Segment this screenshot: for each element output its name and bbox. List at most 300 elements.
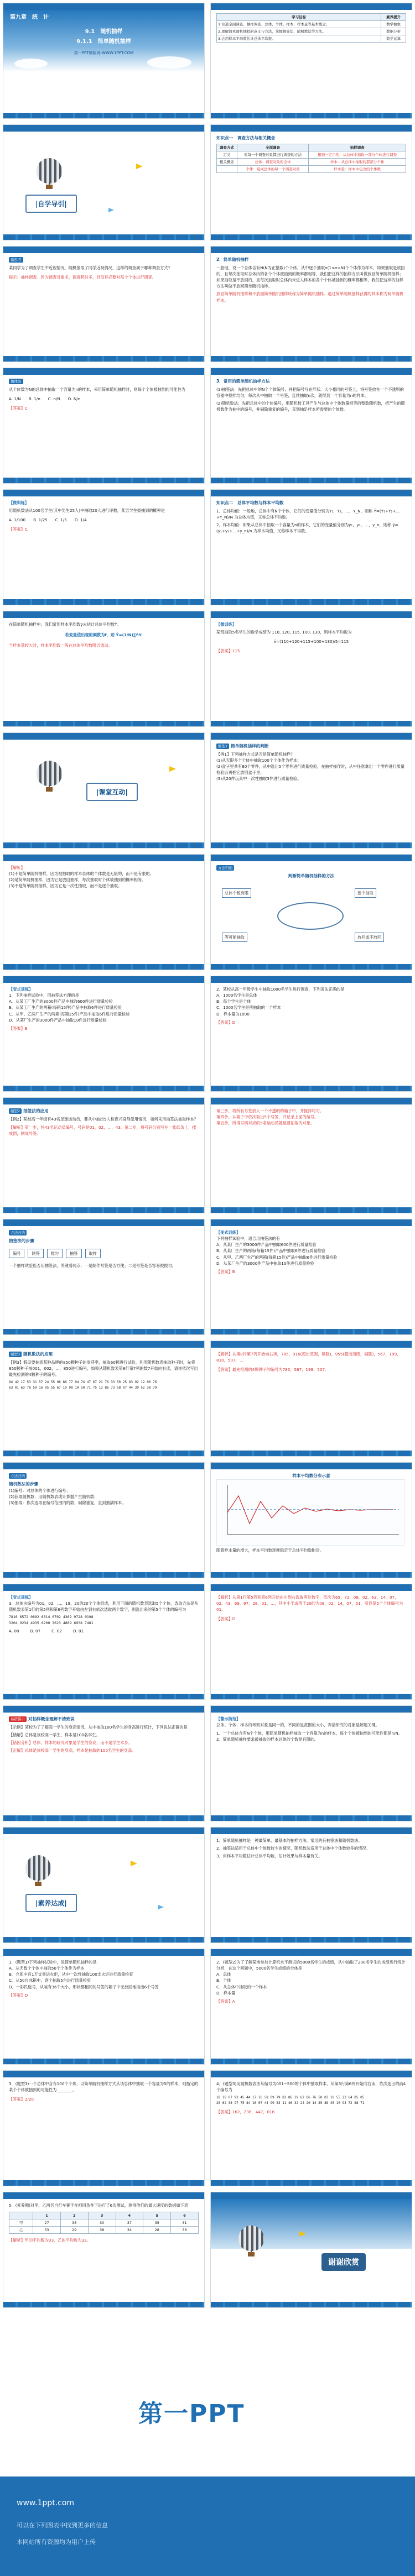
slide-body (9, 500, 199, 597)
list-item: (3)从20件玩具中一次性抽取3件进行质量检验。 (216, 776, 302, 782)
table-cell: 37 (116, 2219, 143, 2227)
slide-variant4 (3, 1584, 205, 1700)
slide-bottom-bar (211, 1694, 412, 1699)
slide-top-bar (3, 2071, 204, 2077)
slide-srs-def (210, 246, 412, 362)
slide-top-bar (3, 611, 204, 618)
slide-exercise5 (3, 2192, 205, 2308)
cover-section-title: 9.1 随机抽样 (85, 29, 123, 35)
slide-objectives (210, 3, 412, 119)
answer-text: 【答案】最先检测的4颗种子的编号为785，567，199，507。 (216, 1367, 329, 1373)
answer-line: (2)是简单随机抽样，因为它是放回抽样，每次抽取时个体被抽到的概率相等。 (9, 877, 146, 883)
slide-classroom (3, 732, 205, 849)
slide-top-bar (211, 368, 412, 375)
slide-top-bar (3, 368, 204, 375)
formula-text: 若变量值出现的频数为f，则 Ȳ=(1/N)∑fᵢYᵢ (65, 632, 143, 638)
slide-body (9, 1594, 199, 1692)
answer-text: 【答案】C (9, 527, 28, 532)
slide-methods (210, 368, 412, 484)
objective-side: 数学抽象 (381, 21, 406, 28)
concepts-cell: 个体：组成总体的每一个调查对象 (237, 165, 308, 172)
section-title-classroom: |课堂互动| (86, 783, 138, 801)
objective-item: 2.理解简单随机抽样的意义与方法，掌握抽签法、随机数法等方法。 (217, 28, 381, 35)
random-table (9, 1614, 199, 1625)
random-row: 3204 9234 4935 8200 3623 4869 6938 7481 (9, 1620, 94, 1625)
speed-table (9, 2212, 199, 2234)
slide-top-bar (3, 247, 204, 253)
slide-bottom-bar (211, 1815, 412, 1821)
list-item: 2．简单随机抽样要求被抽取的样本总体的个数是有限的。 (216, 1737, 319, 1742)
option-item: B．从某工厂生产的两箱(每箱15件)产品中抽取6件进行质量检验 (9, 1005, 122, 1010)
type-title: 抽签法的应用 (23, 1108, 49, 1113)
slide-body (216, 13, 406, 111)
slide-thanks (210, 2192, 412, 2308)
table-cell: 36 (171, 2227, 199, 2234)
slide-exercise3 (3, 2070, 205, 2186)
footer-line: 可以在下列图表中找到更多的信息 (17, 2522, 108, 2529)
slide-top-bar (3, 1463, 204, 1469)
slide-body (216, 1716, 406, 1813)
answer-line: 第三步，将所有号签放入一个不透明的箱子中，并搅拌均匀。 (216, 1108, 324, 1113)
calc-text: x̄=(110+120+115+100+130)/5=115 (273, 639, 349, 645)
slide-top-bar (3, 976, 204, 983)
slide-top-bar (3, 1706, 204, 1713)
step-box: 取样 (85, 1249, 101, 1258)
slide-variant4-answer (210, 1584, 412, 1700)
slide-type3 (3, 1341, 205, 1457)
table-header-cell: 1 (33, 2212, 61, 2219)
slide-exercise1 (3, 1949, 205, 2065)
concepts-cell: 调查方式 (217, 144, 237, 151)
wrong-text: 【错解】总体是该校高一学生，样本是100名学生。 (9, 1732, 100, 1737)
answer-text: 【答案】C (9, 406, 28, 411)
balloon-icon (37, 761, 62, 792)
option-item: C．从甲、乙两厂生产的两箱(每箱15件)产品中抽取6件进行质量检验 (9, 1011, 130, 1017)
slide-train-mean (210, 611, 412, 727)
concepts-cell: 样本：从总体中抽取的那部分个体 (309, 158, 406, 165)
summary-title: 判断简单随机抽样的方法 (288, 873, 335, 879)
answer-text: 【答案】D (216, 1019, 236, 1025)
option-item: B. 1/25 (33, 517, 48, 523)
slide-top-bar (3, 1341, 204, 1348)
label-text: 【变式训练】 (9, 1595, 33, 1600)
note-text: 随着样本量的增大，样本平均数逐渐稳定于总体平均数附近。 (216, 1547, 324, 1553)
random-row: 7816 6572 0802 6314 0702 4369 9728 0198 (9, 1615, 94, 1620)
slide-type2-steps (210, 1097, 412, 1213)
option-item: D．样本量为1000 (216, 1011, 250, 1017)
slide-bottom-bar (211, 356, 412, 362)
diagram-item: 逐个抽取 (355, 888, 376, 898)
concepts-cell (217, 165, 237, 172)
slide-top-bar (211, 125, 412, 132)
footer-area (0, 2316, 415, 2576)
thanks-text: 谢谢欣赏 (321, 2253, 366, 2271)
table-cell: 乙 (9, 2227, 33, 2234)
option-item: A. 08 (9, 1628, 19, 1633)
slide-body (9, 621, 199, 719)
option-item: C. 02 (51, 1628, 62, 1633)
slide-means (210, 489, 412, 605)
option-item: D．一彩民选号，从装有36个大小、形状都相同的号签的箱子中无放回地抽出6个号签 (9, 1984, 159, 1989)
slide-type2 (3, 1097, 205, 1213)
question-text: 2．(题型2)为了了解某地参加计算机水平测试的5000名学生的成绩，从中抽取了200名学生的成绩进行统计分析，在这个问题中，5000名学生成绩的全体是 (216, 1960, 406, 1971)
paragraph-text: (2)随机数法：先把总体中的个体编号，用随机数工具产生与总体中个体数量相等的整数随机数，把产生的随机数作为抽中的编号，并剔除重复的编号，直到抽足样本所需要的个体数。 (216, 401, 405, 412)
footer-logo: 第一PPT (138, 2400, 245, 2428)
question-text: 下列抽样试验中，适合用抽签法的有 (216, 1236, 281, 1242)
slide-bottom-bar (3, 842, 204, 848)
option-item: B. 1/n (28, 396, 40, 402)
note-text: 一个抽样试验能否用抽签法，关键看两点：一是制作号签是否方便；二是号签是否容易被搅匀。 (9, 1263, 176, 1269)
table-cell: 27 (33, 2219, 61, 2227)
type-tag: 题型1 (216, 744, 229, 749)
answer-text: 提示：抽样调查。因为调查对象多，调查耗时多，且没有必要对每个个体进行调查。 (9, 275, 156, 280)
option-item: D．从某厂生产的3000件产品中抽取10件进行质量检验 (9, 1017, 107, 1023)
slide-bottom-bar (3, 1572, 204, 1578)
slide-top-bar (211, 1706, 412, 1713)
slide-bottom-bar (3, 1086, 204, 1091)
slide-bottom-bar (211, 1572, 412, 1578)
objective-side: 数学运算 (381, 35, 406, 43)
paper-plane-icon (158, 1905, 164, 1909)
list-item: (1)从无限多个个体中抽取100个个体作为样本； (216, 757, 302, 763)
question-text: 用随机数法从100名学生(其中男生25人)中抽取20人进行评教，某男学生被抽到的概率是 (9, 508, 165, 514)
section-header: 2．简单随机抽样 (216, 257, 249, 262)
random-table (216, 2095, 406, 2106)
option-item: A. 1/100 (9, 517, 26, 523)
question-text: 3．总体由编号为01，02，…，19，20的20个个体组成，利用下面的随机数表选取5个个体，选取方法是从随机数表第1行的第5列和第6列数字开始由左到右依次选取两个数字，则选出来的第5个个体的编号为 (9, 1601, 199, 1612)
slide-bottom-bar (3, 1451, 204, 1456)
paragraph-text: 1．总体均值：一般地，总体中有N个个体，它们的变量值分别为Y₁，Y₂，…，Y_N，则称 Ȳ=(Y₁+Y₂+…+Y_N)/N 为总体均值，又称总体平均数。 (216, 508, 400, 520)
label-tag: 微体验 (9, 379, 23, 384)
question-text: 5．(素养题)对甲、乙两名自行车赛手在相同条件下进行了6次测试，测得他们的最大速度的数据如下表： (9, 2203, 193, 2208)
slide-body (216, 743, 406, 840)
slide-bottom-bar (3, 1815, 204, 1821)
slide-bottom-bar (3, 478, 204, 483)
footer-url[interactable]: www.1ppt.com (17, 2499, 75, 2507)
slide-body (216, 1108, 406, 1205)
footer-line: 本网站所有资源均为用户上传 (17, 2538, 96, 2546)
question-text: 【例2】某校高一年级有43名足球运动员，要从中抽出5人检查兴奋剂使用情况，如何采用抽签法抽取样本？ (9, 1116, 198, 1122)
slide-top-bar (211, 2071, 412, 2077)
table-cell: 38 (60, 2219, 88, 2227)
section-title-quality: |素养达成| (25, 1894, 77, 1912)
slide-lottery-steps (3, 1219, 205, 1335)
label-text: 【变式训练】 (216, 1230, 241, 1235)
list-item: 2．抽签法适用于总体中个体数较少的情况，随机数法适用于总体中个体数较多的情况。 (216, 1846, 370, 1851)
type-tag: 题型3 (9, 1352, 22, 1357)
paragraph-text: 一般地，设一个总体含有N(N为正整数)个个体，从中逐个抽取n(1≤n<N)个个体作为样本，如果抽取是放回的，且每次抽取时总体内的各个个体被抽到的概率都相等，我们把这样的抽样方法叫做放回简单随机抽样；如果抽取是不放回的，且每次抽取时总体内未进入样本的各个个体被抽到的概率都相等，我们把这样的抽样方法叫做不放回简单随机抽样。 (216, 265, 405, 289)
balloon-icon (37, 158, 62, 189)
slide-body (9, 2081, 199, 2178)
question-text: 【例1】下列抽样方式是否是简单随机抽样？ (216, 751, 295, 757)
slide-body (216, 1473, 406, 1570)
answer-text: 【答案】D (9, 1992, 28, 1998)
list-item: (2)盒子里共有80个零件，从中选出5个零件进行质量检验，在抽样操作时，从中任意拿出一个零件进行质量检验后再把它放回盒子里； (216, 764, 405, 776)
table-header-cell: 4 (116, 2212, 143, 2219)
concepts-cell: 定义 (217, 151, 237, 158)
question-text: 【例3】假设要抽查某种品牌的850颗种子的发芽率，抽取60颗进行试验，利用随机数表抽取种子时，先将850颗种子按001，002，…，850进行编号，如果从随机数表第8行第7列的数7开始向右读，请你依次写出最先检测的4颗种子的编号。 (9, 1359, 198, 1378)
random-row: 26 62 38 97 75 84 16 07 44 99 83 11 46 32 24 20 14 85 88 45 10 93 72 88 71 (216, 2101, 365, 2105)
answer-label: 【解析】 (9, 865, 25, 870)
slide-variant3 (210, 1219, 412, 1335)
slide-bottom-bar (3, 2302, 204, 2307)
option-item: D. N/n (68, 396, 81, 402)
slide-body (9, 1351, 199, 1448)
label-tag: 方法归纳 (9, 1473, 27, 1479)
slide-body (216, 256, 406, 354)
summary-title: 随机数法的步骤 (9, 1481, 39, 1487)
slide-micro-train (3, 489, 205, 605)
label-text: 【警示防范】 (216, 1716, 241, 1721)
paper-plane-icon (108, 208, 114, 212)
balloon-icon (238, 2226, 264, 2256)
answer-line: (1)不是简单随机抽样，因为被抽取的样本总体的个体数是无限的，而不是有限的。 (9, 871, 154, 877)
slide-body (216, 1594, 406, 1692)
slide-body (216, 1229, 406, 1327)
slide-body (9, 378, 199, 475)
slide-mean-estimate (3, 611, 205, 727)
answer-text: 【解析】从第1行第5列和第6列开始由左到右选取两位数字，依次为65，72，08，02，63，14，07，02，43，69，97，28，01，…，其中小于或等于20的为08，02，14，07，01，所以第5个个体编号为01。 (216, 1595, 403, 1612)
section-header: 3．常用的简单随机抽样方法 (216, 379, 270, 384)
question-text: 【示例】某校为了了解高一学生的身高情况，从中抽取100名学生的身高进行统计，下列说法正确的是 (9, 1724, 188, 1730)
slide-bottom-bar (211, 842, 412, 848)
objective-item: 3.会用样本平均数估计总体平均数。 (217, 35, 381, 43)
option-item: B．从某厂生产的两箱(每箱15件)产品中抽取6件进行质量检验 (216, 1248, 325, 1254)
slide-bottom-bar (211, 2180, 412, 2186)
slide-cover (3, 3, 205, 119)
slide-summary (210, 1827, 412, 1943)
option-item: B．仓库中有1万支奥运火炬，从中一次性抽取100支火炬进行质量检查 (9, 1972, 133, 1977)
type-title: 随机数法的应用 (23, 1352, 53, 1357)
concepts-table (216, 144, 406, 173)
answer-line: 第四步，从箱子中依次取出5个号签，并记录上面的编号。 (216, 1114, 319, 1120)
slide-exercise4 (210, 2070, 412, 2186)
footer-bar (0, 2476, 415, 2576)
slide-warning (3, 1705, 205, 1821)
slide-bottom-bar (211, 2302, 412, 2307)
options-row (9, 396, 199, 402)
concepts-cell: 样本量：样本中包含的个体数 (309, 165, 406, 172)
slide-bottom-bar (3, 234, 204, 240)
slide-body (216, 1837, 406, 1935)
slide-top-bar (3, 490, 204, 496)
slide-top-bar (3, 1584, 204, 1591)
slide-top-bar (211, 1949, 412, 1956)
concepts-cell: 抽样调查 (309, 144, 406, 151)
slide-bottom-bar (3, 599, 204, 605)
slide-prevention (210, 1705, 412, 1821)
type-title: 简单随机抽样的判断 (231, 744, 269, 748)
steps-row (9, 1249, 199, 1258)
random-row: 18 18 07 92 45 44 17 16 58 09 79 83 86 19 62 06 76 50 03 10 55 23 64 05 05 (216, 2096, 365, 2100)
slide-body (216, 378, 406, 475)
diagram-item: 放回或不放回 (355, 933, 384, 942)
slide-body (216, 986, 406, 1083)
answer-text: 【答案】B (216, 1269, 235, 1274)
slide-body (216, 135, 406, 232)
objectives-subtitle: 素养提升 (381, 14, 406, 21)
list-item: (2)获取随机数：用随机数表或计算器产生随机数； (9, 1494, 98, 1500)
objective-side: 数据分析 (381, 28, 406, 35)
options-row (9, 1628, 199, 1634)
table-cell: 34 (116, 2227, 143, 2234)
slide-top-bar (211, 2192, 412, 2199)
option-item: A．总体 (216, 1972, 231, 1977)
concepts-cell: 根据一定目的，从总体中抽取一部分个体进行调查 (309, 151, 406, 158)
list-item: 3．用样本平均数估计总体平均数，估计效果与样本量有关。 (216, 1854, 323, 1859)
list-item: 1．一个总体含有N个个体，用简单随机抽样抽取一个容量为n的样本，每个个体被抽到的可能性都是n/N。 (216, 1731, 402, 1736)
answer-text: 【答案】B (9, 1025, 28, 1031)
option-item: D. 1/4 (74, 517, 87, 523)
slide-bottom-bar (211, 478, 412, 483)
answer-line: (3)不是简单随机抽样，因为它是一次性抽取，而不是逐个抽取。 (9, 883, 122, 889)
label-tag: 微思考 (9, 257, 23, 263)
list-item: (3)抽取：依次选取在编号范围内的数，剔除重复，直到抽满样本。 (9, 1500, 126, 1506)
diagram-item: 总体个数有限 (222, 888, 251, 898)
slide-body (216, 2081, 406, 2178)
diagram-item: 等可能抽取 (222, 933, 247, 942)
slide-top-bar (3, 855, 204, 861)
slide-body (9, 256, 199, 354)
slide-top-bar (3, 2192, 204, 2199)
paper-plane-icon (299, 2231, 306, 2237)
slide-concepts (210, 124, 412, 240)
paragraph-text: 放回简单随机抽样和不放回简单随机抽样统称为简单随机抽样。通过简单随机抽样获得的样本称为简单随机样本。 (216, 291, 403, 303)
step-box: 搅匀 (47, 1249, 63, 1258)
slide-body (216, 1351, 406, 1448)
label-tag: 方法归纳 (216, 865, 234, 871)
paragraph-text: 总体、个体、样本的考察对象是同一的，不同的是范围的大小，弄清研究的对象是解题关键。 (216, 1722, 380, 1728)
slide-top-bar (211, 1098, 412, 1104)
slide-top-bar (211, 1584, 412, 1591)
slide-bottom-bar (211, 1937, 412, 1943)
paragraph-text: 在简单随机抽样中，我们常用样本平均数ȳ去估计总体平均数Ȳ。 (9, 622, 121, 627)
slide-distribution (210, 1462, 412, 1578)
question-text: 2．某校从高一年级学生中抽取1000名学生进行调查，下列说法正确的是 (216, 987, 345, 992)
slide-top-bar (211, 490, 412, 496)
section-header: 知识点二 总体平均数与样本平均数 (216, 500, 284, 505)
paragraph-text: 2．样本均值：如果从总体中抽取一个容量为n的样本，它们的变量值分别为y₁，y₂，…，y_n，则称 ȳ=(y₁+y₂+…+y_n)/n 为样本均值，又称样本平均数。 (216, 522, 398, 534)
answer-text: 【答案】115 (216, 648, 240, 654)
slide-bottom-bar (211, 1451, 412, 1456)
table-cell: 33 (33, 2227, 61, 2234)
paper-plane-icon (136, 164, 143, 169)
slide-self-study (3, 124, 205, 240)
chart-title: 样本平均数分布示意 (292, 1473, 330, 1478)
paper-plane-icon (169, 766, 176, 772)
slide-body (9, 1473, 199, 1570)
slide-top-bar (3, 3, 204, 10)
concepts-cell: 相关概念 (217, 158, 237, 165)
step-box: 抽签 (66, 1249, 81, 1258)
table-cell: 甲 (9, 2219, 33, 2227)
answer-text: 【解析】从第8行第7列开始向右读，785，916(超出范围，剔除)，955(超出范围，剔除)，567，199，810，507，… (216, 1352, 401, 1363)
option-item: B. 07 (30, 1628, 41, 1633)
slide-top-bar (3, 1949, 204, 1956)
slide-top-bar (3, 125, 204, 132)
warning-tag: 易错警示 (9, 1716, 27, 1722)
slide-body (9, 1716, 199, 1813)
random-table (9, 1380, 199, 1390)
table-header-cell: 2 (60, 2212, 88, 2219)
slide-body (9, 986, 199, 1083)
paper-plane-icon (131, 1861, 137, 1866)
slide-top-bar (3, 1098, 204, 1104)
slide-bottom-bar (3, 1694, 204, 1699)
option-item: B．个体 (216, 1978, 231, 1983)
slide-think (3, 246, 205, 362)
question-text: 1．(题型1)下列抽样试验中，是简单随机抽样的是 (9, 1960, 97, 1965)
step-box: 制签 (28, 1249, 43, 1258)
slide-top-bar (211, 1463, 412, 1469)
table-header-cell: 3 (88, 2212, 116, 2219)
option-item: C．1000名学生是所抽取的一个样本 (216, 1005, 281, 1010)
slide-bottom-bar (211, 113, 412, 118)
answer-text: 【答案】1/20 (9, 2097, 34, 2102)
option-item: D. 01 (72, 1628, 84, 1633)
slide-bottom-bar (211, 599, 412, 605)
concepts-cell: 总体：调查对象的全体 (237, 158, 308, 165)
list-item: (1)编号：对总体的个体进行编号； (9, 1488, 70, 1493)
note-text: 当样本量较大时，样本平均数一般在总体平均数附近波动。 (9, 643, 112, 648)
answer-text: 【解析】甲的平均数为33，乙的平均数为33。 (9, 2238, 91, 2243)
label-text: 【微训练】 (9, 500, 29, 505)
slide-bottom-bar (211, 964, 412, 970)
slide-random-steps (3, 1462, 205, 1578)
question-text: 某班抽取5名学生的数学成绩为 110, 120, 115, 100, 130，则样本平均数为 (216, 630, 352, 635)
warning-title: 对抽样概念理解不清致误 (28, 1716, 75, 1721)
slide-body (216, 500, 406, 597)
slide-bottom-bar (211, 1207, 412, 1213)
question-text: 3．(题型3)一个总体中含有100个个体，以简单随机抽样方式从该总体中抽取一个容量为5的样本，则指定的某个个体被抽到的可能性为________。 (9, 2081, 199, 2093)
summary-diagram (216, 883, 406, 949)
slide-bottom-bar (3, 1937, 204, 1943)
slide-bottom-bar (211, 1086, 412, 1091)
answer-text: 【答案】D (216, 1616, 236, 1622)
label-tag: 方法归纳 (9, 1230, 27, 1235)
slide-type1 (210, 732, 412, 849)
slide-top-bar (211, 733, 412, 740)
slide-bottom-bar (211, 1329, 412, 1334)
slide-top-bar (211, 1341, 412, 1348)
random-row: 63 01 63 78 59 16 95 55 67 19 98 10 50 71 75 12 86 73 58 07 44 39 52 38 79 (9, 1385, 157, 1390)
random-row: 84 42 17 53 31 57 24 55 06 88 77 04 74 47 67 21 76 33 50 25 83 92 12 06 76 (9, 1380, 157, 1385)
option-item: C．从总体中抽取的一个样本 (216, 1984, 267, 1989)
type-tag: 题型2 (9, 1108, 22, 1114)
slide-bottom-bar (3, 2180, 204, 2186)
concepts-cell: 对每一个调查对象都进行调查的方法 (237, 151, 308, 158)
answer-line: 第五步，所得号码对应的5名运动员就是要抽取的对象。 (216, 1121, 315, 1126)
option-item: A．从某工厂生产的3000件产品中抽取600件进行质量检验 (9, 999, 113, 1004)
slide-bottom-bar (3, 113, 204, 118)
slide-bottom-bar (3, 721, 204, 726)
slide-body (216, 865, 406, 962)
slide-top-bar (211, 247, 412, 253)
slide-body (9, 1959, 199, 2056)
option-item: A．从某厂生产的3000件产品中抽取600件进行质量检验 (216, 1242, 317, 1248)
error-analysis: 【错因分析】总体、样本的研究对象是学生的身高，而不是学生本身。 (9, 1740, 132, 1746)
answer-text: 【答案】A (216, 1998, 235, 2004)
cover-subsection-title: 9.1.1 简单随机抽样 (76, 39, 131, 45)
objectives-title: 学习目标 (217, 14, 381, 21)
question-text: 1．下列抽样试验中，用抽签法方便的是 (9, 993, 79, 998)
option-item: A. 1/N (9, 396, 21, 402)
question-text: 4．(题型3)用随机数表法从编号为001~500的个体中抽取样本，从第5行第6列开始向右读，依次选出的前4个编号为 (216, 2081, 406, 2093)
slide-bottom-bar (3, 356, 204, 362)
slide-top-bar (211, 1828, 412, 1834)
slide-bottom-bar (3, 1207, 204, 1213)
slide-type3-answer (210, 1341, 412, 1457)
